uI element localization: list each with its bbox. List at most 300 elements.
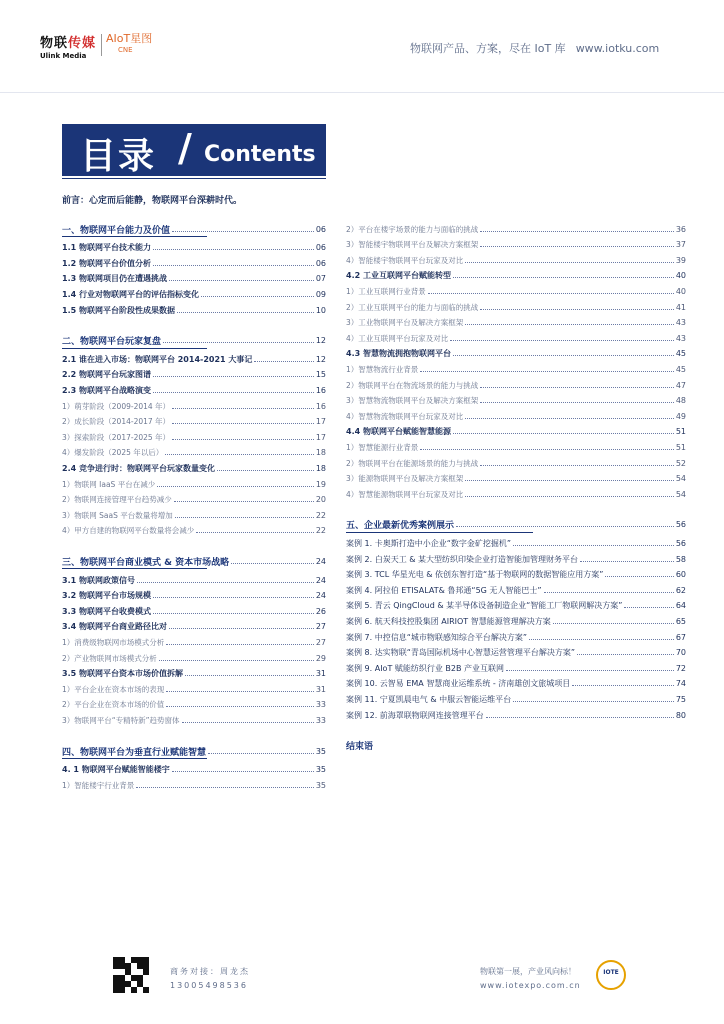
- toc-entry-title: 2.3 物联网平台战略演变: [62, 385, 151, 395]
- toc-entry[interactable]: [62, 620, 326, 634]
- toc-entry[interactable]: [346, 518, 686, 532]
- toc-entry[interactable]: [346, 552, 686, 566]
- toc-leader-dots: [172, 439, 314, 440]
- toc-entry[interactable]: [62, 744, 326, 758]
- toc-page-number: 06: [315, 243, 326, 253]
- toc-leader-dots: [553, 623, 674, 624]
- chapter-underline: [346, 532, 533, 533]
- toc-entry-title: 1）智慧能源行业背景: [346, 442, 419, 452]
- toc-page-number: 24: [315, 556, 326, 566]
- toc-entry-title: 1）消费级物联网市场模式分析: [62, 637, 165, 647]
- business-contact: [170, 966, 250, 990]
- toc-entry-title: 1）萌芽阶段（2009-2014 年）: [62, 401, 171, 411]
- toc-entry[interactable]: [346, 238, 686, 252]
- qr-module: [131, 987, 137, 993]
- title-separator: /: [178, 126, 192, 170]
- logo-divider: [101, 34, 102, 56]
- iote-logo-icon: IOTE: [596, 960, 626, 990]
- toc-page-number: 19: [315, 479, 326, 489]
- qr-code-icon: [112, 956, 150, 994]
- toc-entry[interactable]: [346, 269, 686, 283]
- footer-url[interactable]: www.iotexpo.com.cn: [480, 981, 581, 990]
- toc-entry-title: 案例 5. 青云 QingCloud & 某半导体设备制造企业“智能工厂物联网解决方案”: [346, 601, 623, 611]
- toc-entry[interactable]: [346, 472, 686, 486]
- toc-page-number: 56: [675, 520, 686, 530]
- toc-leader-dots: [165, 454, 314, 455]
- toc-entry-title: 案例 1. 卡奥斯打造中小企业“数字金矿挖掘机”: [346, 538, 512, 548]
- chapter-underline: [62, 348, 207, 349]
- toc-entry-title: 2.2 物联网平台玩家图谱: [62, 370, 151, 380]
- ulink-media-logo: [40, 32, 96, 60]
- toc-entry-title: 2.4 竞争进行时：物联网平台玩家数量变化: [62, 463, 215, 473]
- toc-page-number: 70: [675, 648, 686, 658]
- contact-name: 周龙杰: [220, 967, 250, 976]
- toc-page-number: 09: [315, 289, 326, 299]
- toc-page-number: 45: [675, 364, 686, 374]
- toc-entry[interactable]: [62, 461, 326, 475]
- logo1-cn-a: 物联: [40, 36, 69, 51]
- toc-entry[interactable]: [346, 347, 686, 361]
- toc-leader-dots: [420, 449, 674, 450]
- toc-entry-title: 案例 6. 航天科技控股集团 AIRIOT 智慧能源管理解决方案: [346, 616, 551, 626]
- toc-entry-title: 3）能源物联网平台及解决方案框架: [346, 474, 464, 484]
- qr-module: [137, 981, 143, 987]
- toc-page-number: 24: [315, 591, 326, 601]
- toc-leader-dots: [572, 685, 674, 686]
- footer-slogan: 物联第一展，产业风向标！: [480, 967, 576, 976]
- toc-page-number: 62: [675, 585, 686, 595]
- chapter-underline: [62, 568, 207, 569]
- toc-leader-dots: [153, 613, 314, 614]
- contact-phone: 13005498536: [170, 981, 248, 990]
- toc-page-number: 67: [675, 632, 686, 642]
- chapter-underline: [62, 236, 207, 237]
- toc-entry-title: 4）智能楼宇物联网平台玩家及对比: [346, 255, 464, 265]
- toc-entry-title: 2）物联网连接管理平台趋势减少: [62, 495, 172, 505]
- toc-page-number: 65: [675, 616, 686, 626]
- toc-entry-title: 1.2 物联网平台价值分析: [62, 258, 151, 268]
- toc-entry-title: 4.4 物联网平台赋能智慧能源: [346, 427, 451, 437]
- toc-page-number: 18: [315, 448, 326, 458]
- toc-leader-dots: [480, 387, 674, 388]
- toc-entry[interactable]: [346, 440, 686, 454]
- toc-page-number: 45: [675, 349, 686, 359]
- toc-leader-dots: [174, 501, 314, 502]
- toc-leader-dots: [465, 418, 674, 419]
- toc-leader-dots: [136, 787, 314, 788]
- toc-page-number: 54: [675, 474, 686, 484]
- toc-entry[interactable]: [62, 524, 326, 538]
- toc-entry[interactable]: [346, 599, 686, 613]
- toc-page-number: 51: [675, 442, 686, 452]
- toc-leader-dots: [166, 691, 314, 692]
- toc-entry-title: 1）智慧物流行业背景: [346, 364, 419, 374]
- toc-entry[interactable]: [62, 477, 326, 491]
- toc-page-number: 51: [675, 427, 686, 437]
- toc-entry[interactable]: [346, 425, 686, 439]
- toc-entry[interactable]: [62, 651, 326, 665]
- toc-leader-dots: [486, 717, 674, 718]
- toc-page-number: 43: [675, 333, 686, 343]
- toc-entry[interactable]: [62, 334, 326, 348]
- toc-entry-title: 1.3 物联网项目仍在遭遇挑战: [62, 274, 167, 284]
- qr-module: [119, 975, 125, 981]
- toc-page-number: 22: [315, 510, 326, 520]
- toc-leader-dots: [544, 592, 674, 593]
- toc-entry-title: 1.4 行业对物联网平台的评估指标变化: [62, 289, 199, 299]
- toc-page-number: 52: [675, 458, 686, 468]
- toc-leader-dots: [153, 376, 314, 377]
- toc-entry[interactable]: [62, 446, 326, 460]
- toc-entry-title: 1）工业互联网行业背景: [346, 286, 426, 296]
- toc-entry-title: 2）物联网平台在物流场景的能力与挑战: [346, 380, 479, 390]
- toc-entry-title: 3）物联网 SaaS 平台数量将增加: [62, 510, 173, 520]
- toc-entry[interactable]: [62, 383, 326, 397]
- toc-entry-title: 3.5 物联网平台资本市场价值拆解: [62, 669, 183, 679]
- toc-page-number: 24: [315, 575, 326, 585]
- toc-page-number: 27: [315, 622, 326, 632]
- toc-leader-dots: [453, 355, 674, 356]
- toc-page-number: 75: [675, 694, 686, 704]
- toc-leader-dots: [480, 309, 674, 310]
- toc-entry[interactable]: [62, 430, 326, 444]
- toc-entry[interactable]: [62, 352, 326, 366]
- toc-entry-title: 2.1 谁在进入市场：物联网平台 2014-2021 大事记: [62, 354, 253, 364]
- toc-leader-dots: [177, 312, 314, 313]
- toc-page-number: 37: [675, 240, 686, 250]
- toc-page-number: 80: [675, 710, 686, 720]
- toc-entry-title: 2）平台企业在资本市场的价值: [62, 700, 165, 710]
- toc-entry[interactable]: [346, 253, 686, 267]
- toc-entry-title: 四、物联网平台为垂直行业赋能智慧: [62, 747, 207, 758]
- toc-entry-title: 3.3 物联网平台收费模式: [62, 606, 151, 616]
- toc-leader-dots: [513, 545, 674, 546]
- toc-leader-dots: [153, 597, 314, 598]
- toc-leader-dots: [254, 361, 313, 362]
- toc-page-number: 20: [315, 495, 326, 505]
- toc-entry[interactable]: [62, 667, 326, 681]
- toc-entry[interactable]: [346, 316, 686, 330]
- toc-page-number: 31: [315, 684, 326, 694]
- toc-page-number: 41: [675, 302, 686, 312]
- toc-entry[interactable]: [346, 487, 686, 501]
- toc-page-number: 43: [675, 318, 686, 328]
- toc-entry[interactable]: [346, 409, 686, 423]
- toc-entry[interactable]: [62, 272, 326, 286]
- toc-page-number: 12: [315, 354, 326, 364]
- toc-page-number: 07: [315, 274, 326, 284]
- toc-entry[interactable]: [346, 300, 686, 314]
- toc-leader-dots: [506, 670, 674, 671]
- toc-leader-dots: [175, 517, 314, 518]
- toc-leader-dots: [465, 496, 674, 497]
- toc-entry[interactable]: [62, 778, 326, 792]
- toc-entry-title: 案例 8. 达实物联“青岛国际机场中心智慧运营管理平台解决方案”: [346, 648, 576, 658]
- toc-entry[interactable]: [62, 241, 326, 255]
- toc-entry-title: 2）工业互联网平台的能力与面临的挑战: [346, 302, 479, 312]
- title-cn: 目录: [80, 136, 157, 177]
- toc-leader-dots: [465, 262, 674, 263]
- toc-page-number: 22: [315, 526, 326, 536]
- toc-entry-title: 2）物联网平台在能源场景的能力与挑战: [346, 458, 479, 468]
- toc-entry[interactable]: [62, 256, 326, 270]
- toc-entry-title: 案例 12. 前海罩联物联网连接管理平台: [346, 710, 484, 720]
- toc-entry[interactable]: [346, 362, 686, 376]
- toc-leader-dots: [577, 654, 674, 655]
- toc-entry[interactable]: [346, 677, 686, 691]
- toc-page-number: 10: [315, 305, 326, 315]
- toc-leader-dots: [169, 628, 314, 629]
- toc-leader-dots: [465, 324, 674, 325]
- toc-entry[interactable]: [62, 713, 326, 727]
- toc-entry[interactable]: [346, 646, 686, 660]
- toc-entry-title: 3）智慧物流物联网平台及解决方案框架: [346, 396, 479, 406]
- toc-entry-title: 五、企业最新优秀案例展示: [346, 521, 455, 532]
- toc-leader-dots: [217, 470, 314, 471]
- toc-entry-title: 结束语: [346, 742, 374, 753]
- toc-entry-title: 案例 4. 阿拉伯 ETISALAT& 鲁邦通“5G 无人智能巴士”: [346, 585, 542, 595]
- toc-entry[interactable]: [62, 415, 326, 429]
- toc-page-number: 39: [675, 255, 686, 265]
- toc-leader-dots: [153, 265, 314, 266]
- toc-entry[interactable]: [346, 708, 686, 722]
- toc-page-number: 40: [675, 271, 686, 281]
- toc-entry-title: 4）爆发阶段（2025 年以后）: [62, 448, 164, 458]
- logo1-en: Ulink Media: [40, 52, 87, 60]
- logo1-cn-b: 传媒: [68, 36, 97, 51]
- toc-leader-dots: [182, 722, 314, 723]
- toc-page-number: 40: [675, 286, 686, 296]
- toc-leader-dots: [157, 486, 314, 487]
- header-url[interactable]: www.iotku.com: [575, 42, 660, 55]
- toc-entry-title: 4）智慧物流物联网平台玩家及对比: [346, 411, 464, 421]
- toc-page-number: 18: [315, 463, 326, 473]
- toc-page-number: 06: [315, 258, 326, 268]
- toc-page-number: 17: [315, 417, 326, 427]
- toc-page-number: 06: [315, 224, 326, 234]
- toc-leader-dots: [169, 280, 314, 281]
- toc-page-number: 72: [675, 663, 686, 673]
- chapter-underline: [62, 758, 207, 759]
- toc-entry[interactable]: [346, 583, 686, 597]
- toc-entry-title: 案例 7. 中控信息“城市物联感知综合平台解决方案”: [346, 632, 528, 642]
- toc-entry-title: 1.5 物联网平台阶段性成果数据: [62, 305, 175, 315]
- toc-entry[interactable]: [62, 287, 326, 301]
- toc-page-number: 35: [315, 780, 326, 790]
- toc-entry-title: 4）工业互联网平台玩家及对比: [346, 333, 449, 343]
- toc-leader-dots: [166, 644, 314, 645]
- qr-module: [125, 963, 131, 969]
- toc-page-number: 27: [315, 637, 326, 647]
- toc-entry-title: 2）成长阶段（2014-2017 年）: [62, 417, 171, 427]
- toc-entry-title: 1）平台企业在资本市场的表现: [62, 684, 165, 694]
- toc-entry-title: 二、物联网平台玩家复盘: [62, 337, 162, 348]
- toc-page-number: 16: [315, 385, 326, 395]
- title-underline: [62, 178, 326, 179]
- toc-entry[interactable]: [346, 661, 686, 675]
- toc-entry-title: 4.3 智慧物流拥抱物联网平台: [346, 349, 451, 359]
- toc-entry[interactable]: [62, 682, 326, 696]
- toc-leader-dots: [172, 231, 314, 232]
- toc-leader-dots: [153, 249, 314, 250]
- toc-entry[interactable]: [346, 331, 686, 345]
- toc-entry-title: 1.1 物联网平台技术能力: [62, 243, 151, 253]
- toc-leader-dots: [172, 423, 314, 424]
- toc-entry-title: 案例 2. 白炭天工 & 某大型纺织印染企业打造智能加管理财务平台: [346, 554, 579, 564]
- title-en: Contents: [204, 142, 316, 167]
- toc-entry[interactable]: [346, 536, 686, 550]
- qr-module: [131, 957, 137, 963]
- toc-entry-title: 4.2 工业互联网平台赋能转型: [346, 271, 451, 281]
- page-header: [0, 0, 724, 92]
- toc-page-number: 56: [675, 538, 686, 548]
- toc-entry-title: 一、物联网平台能力及价值: [62, 225, 171, 236]
- toc-entry[interactable]: [346, 394, 686, 408]
- toc-page-number: 54: [675, 489, 686, 499]
- toc-leader-dots: [480, 231, 674, 232]
- toc-leader-dots: [480, 246, 674, 247]
- toc-page-number: 64: [675, 601, 686, 611]
- toc-leader-dots: [513, 701, 674, 702]
- toc-entry[interactable]: [62, 368, 326, 382]
- toc-leader-dots: [208, 753, 314, 754]
- toc-page-number: 12: [315, 336, 326, 346]
- toc-page-number: 35: [315, 746, 326, 756]
- toc-entry[interactable]: [346, 692, 686, 706]
- toc-entry-title: 1）智能楼宇行业背景: [62, 780, 135, 790]
- toc-leader-dots: [137, 582, 314, 583]
- toc-leader-dots: [456, 526, 674, 527]
- header-slogan: [410, 40, 659, 56]
- toc-entry-title: 4）甲方自建的物联网平台数量将会减少: [62, 526, 195, 536]
- toc-entry-title: 3.1 物联网政策信号: [62, 575, 135, 585]
- toc-entry-title: 3）智能楼宇物联网平台及解决方案框架: [346, 240, 479, 250]
- toc-entry[interactable]: [346, 284, 686, 298]
- qr-module: [143, 987, 149, 993]
- preface-text: 心定而后能静，物联网平台深耕时代。: [89, 196, 243, 206]
- toc-leader-dots: [420, 371, 674, 372]
- slogan-text: 物联网产品、方案，尽在 IoT 库: [410, 42, 566, 55]
- toc-entry[interactable]: [346, 456, 686, 470]
- toc-entry[interactable]: [62, 493, 326, 507]
- toc-leader-dots: [480, 465, 674, 466]
- toc-page-number: 74: [675, 679, 686, 689]
- toc-entry-title: 2）平台在楼宇场景的能力与面临的挑战: [346, 224, 479, 234]
- toc-page-number: 48: [675, 396, 686, 406]
- toc-leader-dots: [172, 771, 314, 772]
- toc-entry[interactable]: [62, 303, 326, 317]
- toc-entry-title: 案例 9. AIoT 赋能纺织行业 B2B 产业互联网: [346, 663, 505, 673]
- toc-leader-dots: [166, 706, 314, 707]
- toc-entry[interactable]: [62, 698, 326, 712]
- toc-page-number: 15: [315, 370, 326, 380]
- toc-entry-title: 案例 3. TCL 华星光电 & 依创东智打造“基于物联网的数据智能应用方案”: [346, 570, 604, 580]
- toc-entry-title: 3）探索阶段（2017-2025 年）: [62, 432, 171, 442]
- toc-page-number: 60: [675, 570, 686, 580]
- toc-entry-title: 4）智慧能源物联网平台玩家及对比: [346, 489, 464, 499]
- toc-entry[interactable]: [62, 635, 326, 649]
- toc-entry-title: 4. 1 物联网平台赋能智能楼宇: [62, 765, 170, 775]
- toc-entry[interactable]: [346, 568, 686, 582]
- toc-leader-dots: [465, 480, 674, 481]
- logo2-cn: AIoT星图: [106, 32, 153, 45]
- toc-leader-dots: [185, 675, 314, 676]
- toc-entry[interactable]: [62, 763, 326, 777]
- toc-leader-dots: [153, 392, 314, 393]
- toc-entry[interactable]: [62, 554, 326, 568]
- toc-entry-title: 案例 11. 宁夏凯晨电气 & 中服云智能运维平台: [346, 694, 512, 704]
- toc-entry[interactable]: [346, 630, 686, 644]
- toc-leader-dots: [605, 576, 673, 577]
- toc-page-number: 35: [315, 765, 326, 775]
- toc-leader-dots: [163, 342, 314, 343]
- toc-leader-dots: [231, 563, 314, 564]
- header-rule: [0, 92, 724, 93]
- toc-page-number: 29: [315, 653, 326, 663]
- toc-entry[interactable]: [62, 399, 326, 413]
- toc-leader-dots: [450, 340, 674, 341]
- toc-leader-dots: [580, 561, 674, 562]
- toc-page-number: 33: [315, 700, 326, 710]
- toc-leader-dots: [201, 296, 314, 297]
- toc-entry[interactable]: [346, 378, 686, 392]
- contents-title-box: [62, 124, 326, 176]
- toc-entry[interactable]: [62, 589, 326, 603]
- toc-page-number: 33: [315, 715, 326, 725]
- toc-entry[interactable]: [346, 739, 686, 753]
- toc-page-number: 16: [315, 401, 326, 411]
- toc-entry-title: 三、物联网平台商业模式 & 资本市场战略: [62, 557, 230, 568]
- qr-module: [113, 975, 119, 981]
- toc-page-number: 36: [675, 224, 686, 234]
- toc-page-number: 31: [315, 669, 326, 679]
- qr-module: [119, 987, 125, 993]
- toc-entry[interactable]: [346, 614, 686, 628]
- toc-page-number: 58: [675, 554, 686, 564]
- toc-leader-dots: [159, 660, 314, 661]
- toc-page-number: 49: [675, 411, 686, 421]
- logo2-en: CNE: [118, 46, 133, 54]
- toc-leader-dots: [529, 639, 674, 640]
- contact-label: 商务对接：: [170, 967, 220, 976]
- toc-entry-title: 1）物联网 IaaS 平台在减少: [62, 479, 156, 489]
- toc-leader-dots: [453, 433, 674, 434]
- toc-leader-dots: [428, 293, 674, 294]
- toc-leader-dots: [480, 402, 674, 403]
- aiot-star-logo: [106, 30, 152, 54]
- toc-entry-title: 2）产业物联网市场模式分析: [62, 653, 157, 663]
- toc-entry[interactable]: [62, 604, 326, 618]
- toc-entry[interactable]: [346, 222, 686, 236]
- toc-page-number: 47: [675, 380, 686, 390]
- toc-entry-title: 3）工业物联网平台及解决方案框架: [346, 318, 464, 328]
- preface[interactable]: [62, 193, 242, 206]
- toc-entry-title: 3.4 物联网平台商业路径比对: [62, 622, 167, 632]
- toc-entry[interactable]: [62, 222, 326, 236]
- toc-entry-title: 案例 10. 云智易 EMA 智慧商业运维系统 - 济南雄创文旅城项目: [346, 679, 571, 689]
- toc-page-number: 17: [315, 432, 326, 442]
- toc-leader-dots: [624, 607, 673, 608]
- toc-entry[interactable]: [62, 573, 326, 587]
- footer-promo: [480, 966, 581, 990]
- toc-leader-dots: [196, 532, 314, 533]
- toc-entry-title: 3）物联网平台“专精特新”趋势窗体: [62, 715, 180, 725]
- qr-module: [143, 969, 149, 975]
- toc-entry[interactable]: [62, 508, 326, 522]
- toc-leader-dots: [453, 277, 674, 278]
- preface-label: 前言：: [62, 196, 90, 206]
- toc-entry-title: 3.2 物联网平台市场规模: [62, 591, 151, 601]
